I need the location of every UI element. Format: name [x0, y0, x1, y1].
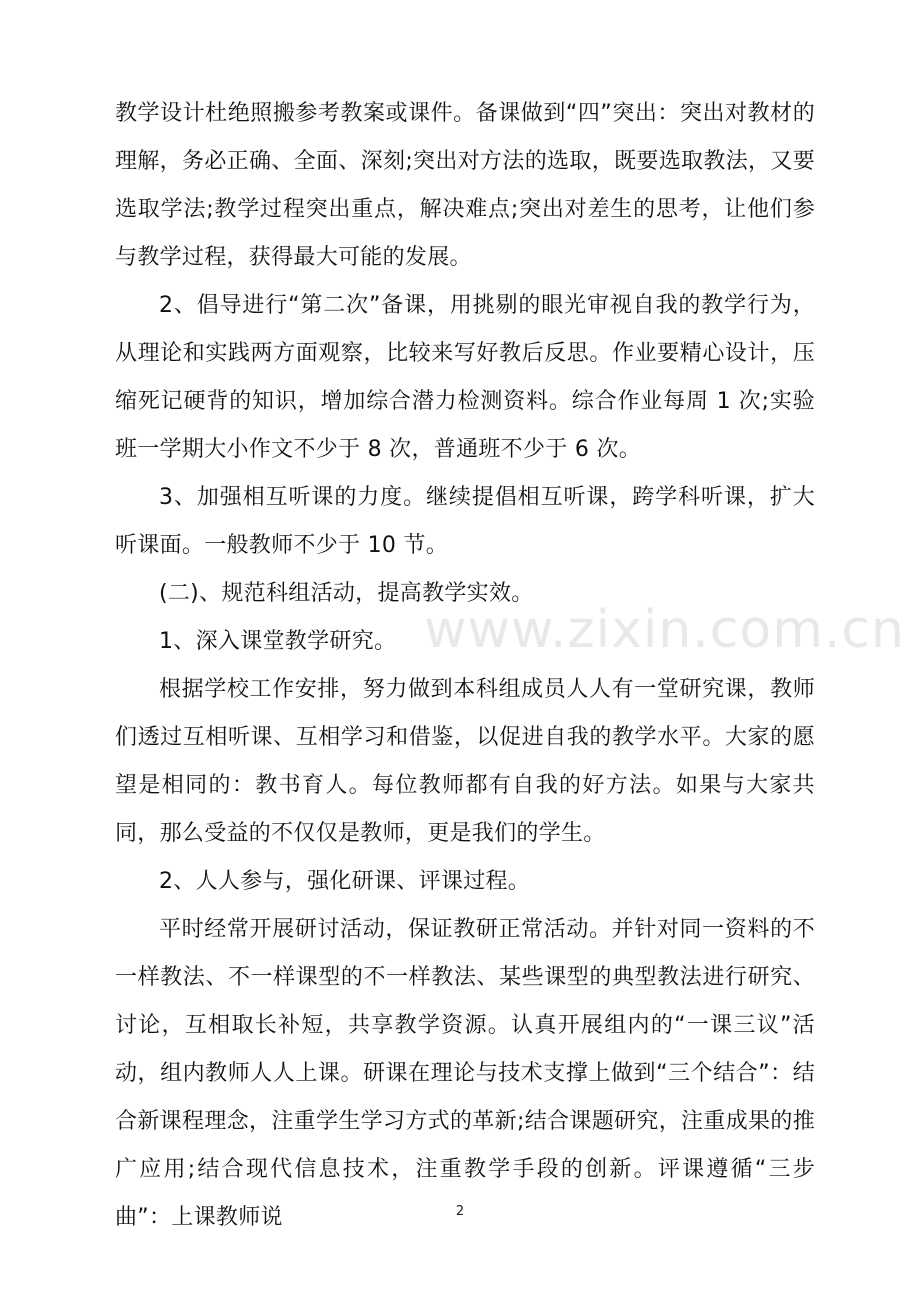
watermark: www.zixin.com.cn: [424, 600, 905, 660]
paragraph-5: 平时经常开展研讨活动，保证教研正常活动。并针对同一资料的不一样教法、不一样课型的不一样教法、某些课型的典型教法进行研究、讨论，互相取长补短，共享教学资源。认真开展组内的“一课三议”活动，组内教师人人上课。研课在理论与技术支撑上做到“三个结合”：结合新课程理念，注重学生学习方式的革新;结合课题研究，注重成果的推广应用;结合现代信息技术，注重教学手段的创新。评课遵循“三步曲”：上课教师说: [115, 917, 815, 1230]
section-heading: (二)、规范科组活动，提高教学实效。: [159, 581, 534, 606]
paragraph-1: 教学设计杜绝照搬参考教案或课件。备课做到“四”突出：突出对教材的理解，务必正确、全面、深刻;突出对方法的选取，既要选取教法，又要选取学法;教学过程突出重点，解决难点;突出对差生的思考，让他们参与教学过程，获得最大可能的发展。: [115, 101, 815, 270]
paragraph-4: 根据学校工作安排，努力做到本科组成员人人有一堂研究课，教师们透过互相听课、互相学习和借鉴，以促进自我的教学水平。大家的愿望是相同的：教书育人。每位教师都有自我的好方法。如果与大家共同，那么受益的不仅仅是教师，更是我们的学生。: [115, 677, 815, 846]
subheading-1: 1、深入课堂教学研究。: [159, 629, 397, 654]
body-text: [115, 90, 815, 1242]
page-number: 2: [455, 1204, 465, 1219]
subheading-2: 2、人人参与，强化研课、评课过程。: [159, 869, 531, 894]
paragraph-3: 3、加强相互听课的力度。继续提倡相互听课，跨学科听课，扩大听课面。一般教师不少于 10 节。: [115, 485, 815, 558]
paragraph-2: 2、倡导进行“第二次”备课，用挑剔的眼光审视自我的教学行为，从理论和实践两方面观察，比较来写好教后反思。作业要精心设计，压缩死记硬背的知识，增加综合潜力检测资料。综合作业每周 1 次;实验班一学期大小作文不少于 8 次，普通班不少于 6 次。: [115, 293, 815, 462]
